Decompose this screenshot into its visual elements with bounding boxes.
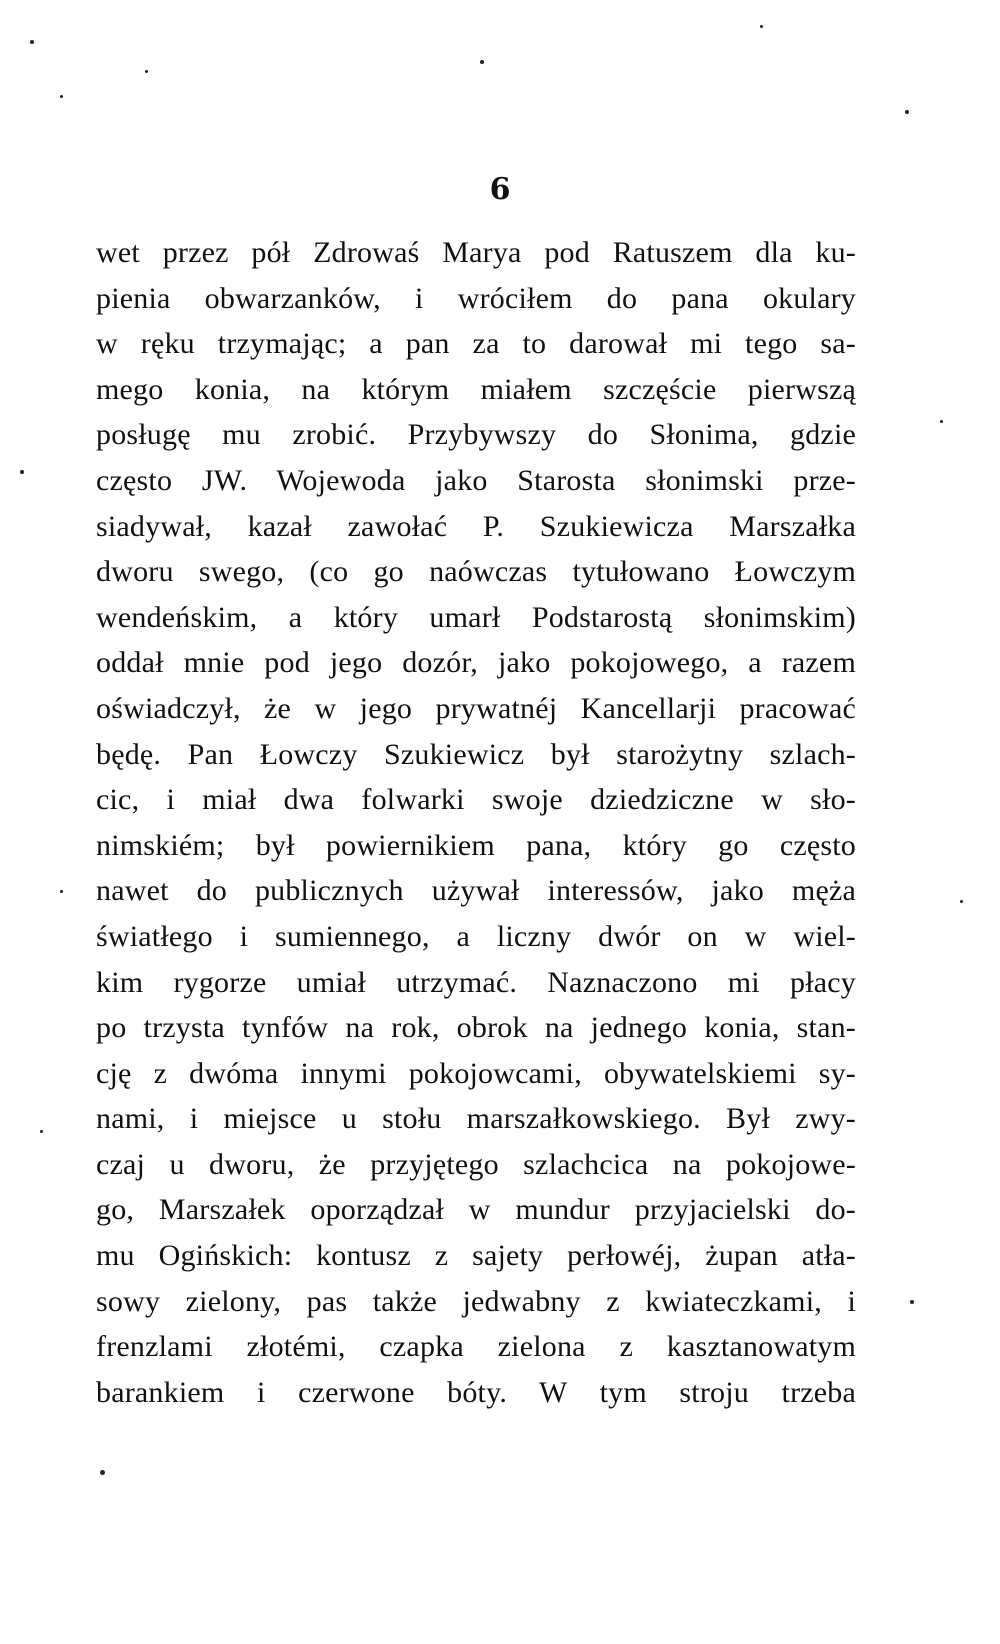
scan-speck: [40, 1130, 43, 1133]
text-line: posługę mu zrobić. Przybywszy do Słonima, gdzie: [96, 418, 856, 452]
text-line: będę. Pan Łowczy Szukiewicz był starożytny szlach-: [96, 737, 856, 771]
scan-speck: [60, 890, 63, 893]
text-line: w ręku trzymając; a pan za to darował mi tego sa-: [96, 327, 856, 361]
text-line: cję z dwóma innymi pokojowcami, obywatelskiemi sy-: [96, 1056, 856, 1090]
text-line: mego konia, na którym miałem szczęście pierwszą: [96, 372, 856, 406]
scan-speck: [960, 900, 963, 903]
page-number: 6: [489, 172, 511, 207]
scan-speck: [30, 40, 34, 44]
text-line: siadywał, kazał zawołać P. Szukiewicza Marszałka: [96, 509, 856, 543]
text-line: po trzysta tynfów na rok, obrok na jednego konia, stan-: [96, 1011, 856, 1045]
text-line: wendeńskim, a który umarł Podstarostą słonimskim): [96, 600, 856, 634]
scan-speck: [910, 1300, 914, 1304]
scan-speck: [145, 70, 148, 73]
text-line: nami, i miejsce u stołu marszałkowskiego. Był zwy-: [96, 1102, 856, 1136]
scan-speck: [100, 1470, 105, 1475]
text-line: kim rygorze umiał utrzymać. Naznaczono mi płacy: [96, 965, 856, 999]
text-line: go, Marszałek oporządzał w mundur przyjacielski do-: [96, 1193, 856, 1227]
text-line: wet przez pół Zdrowaś Marya pod Ratuszem dla ku-: [96, 236, 856, 269]
scan-speck: [480, 60, 484, 64]
scan-speck: [940, 420, 943, 423]
text-line: nimskiém; był powiernikiem pana, który go często: [96, 828, 856, 862]
text-line: pienia obwarzanków, i wróciłem do pana okulary: [96, 281, 856, 315]
text-line: barankiem i czerwone bóty. W tym stroju trzeba: [96, 1375, 856, 1409]
scan-speck: [905, 110, 909, 114]
text-line: sowy zielony, pas także jedwabny z kwiateczkami, i: [96, 1284, 856, 1318]
text-line: oświadczył, że w jego prywatnéj Kancellarji pracować: [96, 691, 856, 725]
text-line: mu Ogińskich: kontusz z sajety perłowéj, żupan atła-: [96, 1239, 856, 1273]
text-line: oddał mnie pod jego dozór, jako pokojowego, a razem: [96, 646, 856, 680]
scan-speck: [60, 95, 63, 98]
text-line: nawet do publicznych używał interessów, jako męża: [96, 874, 856, 908]
scan-speck: [760, 25, 763, 28]
text-line: dworu swego, (co go naówczas tytułowano Łowczym: [96, 555, 856, 589]
text-line: czaj u dworu, że przyjętego szlachcica na pokojowe-: [96, 1147, 856, 1181]
body-text: [96, 230, 856, 1415]
text-line: światłego i sumiennego, a liczny dwór on w wiel-: [96, 919, 856, 953]
scan-speck: [20, 470, 24, 474]
text-line: frenzlami złotémi, czapka zielona z kasztanowatym: [96, 1330, 856, 1364]
text-line: cic, i miał dwa folwarki swoje dziedziczne w sło-: [96, 783, 856, 817]
text-line: często JW. Wojewoda jako Starosta słonimski prze-: [96, 463, 856, 497]
